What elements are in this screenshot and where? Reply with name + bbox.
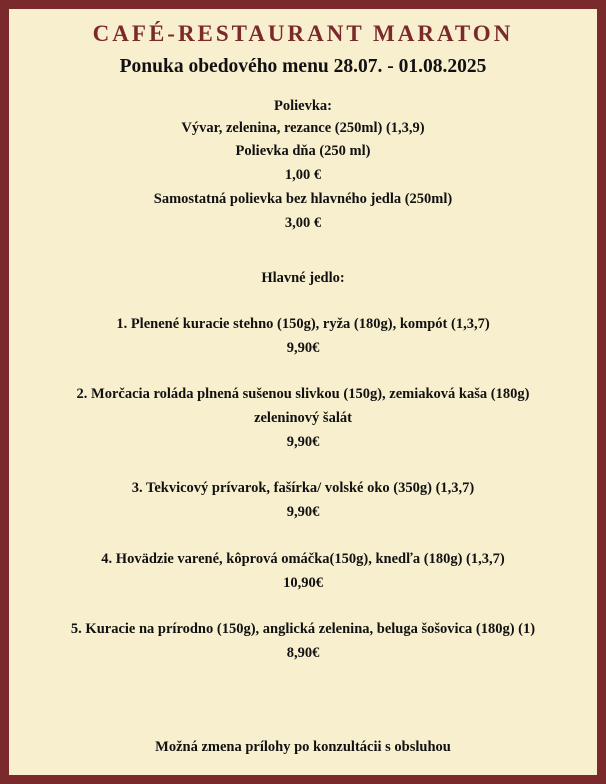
dish-5-price: 8,90€ <box>286 645 320 661</box>
soup-item-1: Vývar, zelenina, rezance (250ml) (1,3,9) <box>181 120 425 136</box>
soup-price-1: 1,00 € <box>284 167 322 183</box>
dish-1-price: 9,90€ <box>286 340 320 356</box>
main-heading: Hlavné jedlo: <box>261 270 345 286</box>
dish-4-name: 4. Hovädzie varené, kôprová omáčka(150g), knedľa (180g) (1,3,7) <box>101 551 505 567</box>
dish-4-price: 10,90€ <box>283 575 323 591</box>
dish-2-name: 2. Morčacia roláda plnená sušenou slivkou (150g), zemiaková kaša (180g) <box>76 386 530 402</box>
dish-2-name-continued: zeleninový šalát <box>254 410 352 426</box>
dish-3-price: 9,90€ <box>286 504 320 520</box>
menu-content <box>18 9 588 775</box>
menu-title: Ponuka obedového menu 28.07. - 01.08.2025 <box>119 56 487 77</box>
soup-standalone: Samostatná polievka bez hlavného jedla (250ml) <box>153 191 453 207</box>
soup-price-2: 3,00 € <box>284 215 322 231</box>
dish-1-name: 1. Plenené kuracie stehno (150g), ryža (180g), kompót (1,3,7) <box>116 316 490 332</box>
soup-heading: Polievka: <box>274 98 332 114</box>
dish-5-name: 5. Kuracie na prírodno (150g), anglická zelenina, beluga šošovica (180g) (1) <box>70 621 536 637</box>
soup-item-2: Polievka dňa (250 ml) <box>235 143 371 159</box>
dish-2-price: 9,90€ <box>286 434 320 450</box>
restaurant-name: CAFÉ-RESTAURANT MARATON <box>92 21 514 46</box>
footer-note: Možná zmena prílohy po konzultácii s obsluhou <box>155 739 451 755</box>
dish-3-name: 3. Tekvicový prívarok, fašírka/ volské oko (350g) (1,3,7) <box>131 480 475 496</box>
